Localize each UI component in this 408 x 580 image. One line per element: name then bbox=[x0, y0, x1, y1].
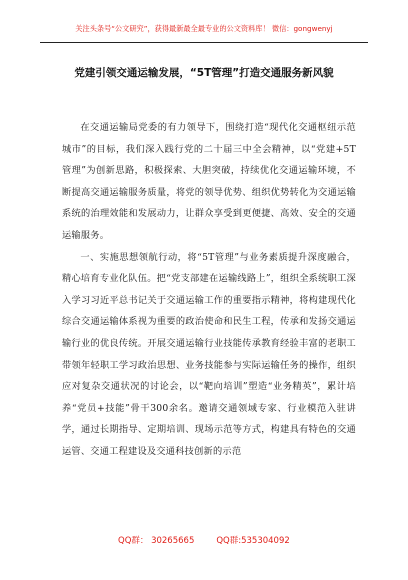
body-paragraph-intro: 在交通运输局党委的有力领导下，围绕打造“现代化交通枢纽示范城市”的目标，我们深入践行党的二十届三中全会精神，以“党建+5T管理”为创新思路，积极探索、大胆突破，持续优化交通运输环境，不断提高交通运输服务质量，将党的领导优势、组织优势转化为交通运输系统的治理效能和发展动力，让群众享受到更便捷、高效、安全的交通运输服务。 bbox=[62, 122, 356, 241]
header-divider bbox=[40, 42, 368, 43]
footer-qq-group-1: QQ群： 30265665 bbox=[118, 536, 195, 546]
footer-qq-groups bbox=[118, 535, 298, 547]
header-banner: 关注头条号“公文研究”，获得最新最全最专业的公文资料库！ 微信：gongwenyj bbox=[75, 24, 333, 33]
document-title: 党建引领交通运输发展，“5T管理”打造交通服务新风貌 bbox=[74, 67, 334, 79]
footer-qq-group-2: QQ群:535304092 bbox=[216, 536, 290, 546]
document-body bbox=[62, 117, 356, 463]
body-paragraph-section-one: 一、实施思想领航行动，将“5T管理”与业务素质提升深度融合，精心培育专业化队伍。把“党支部建在运输线路上”，组织全系统职工深入学习习近平总书记关于交通运输工作的重要指示精神，将构建现代化综合交通运输体系视为重要的政治使命和民生工程，传承和发扬交通运输行业的优良传统。开展交通运输行业技能传承教育经验丰富的老职工带领年轻职工学习政治思想、业务技能参与实际运输任务的操作，组织应对复杂交通状况的讨论会，以“靶向培训”塑造“业务精英”，累计培养“党员+技能”骨干300余名。邀请交通领域专家、行业模范入驻讲学，通过长期指导、定期培训、现场示范等方式，构建具有特色的交通运管、交通工程建设及交通科技创新的示范 bbox=[62, 251, 356, 457]
